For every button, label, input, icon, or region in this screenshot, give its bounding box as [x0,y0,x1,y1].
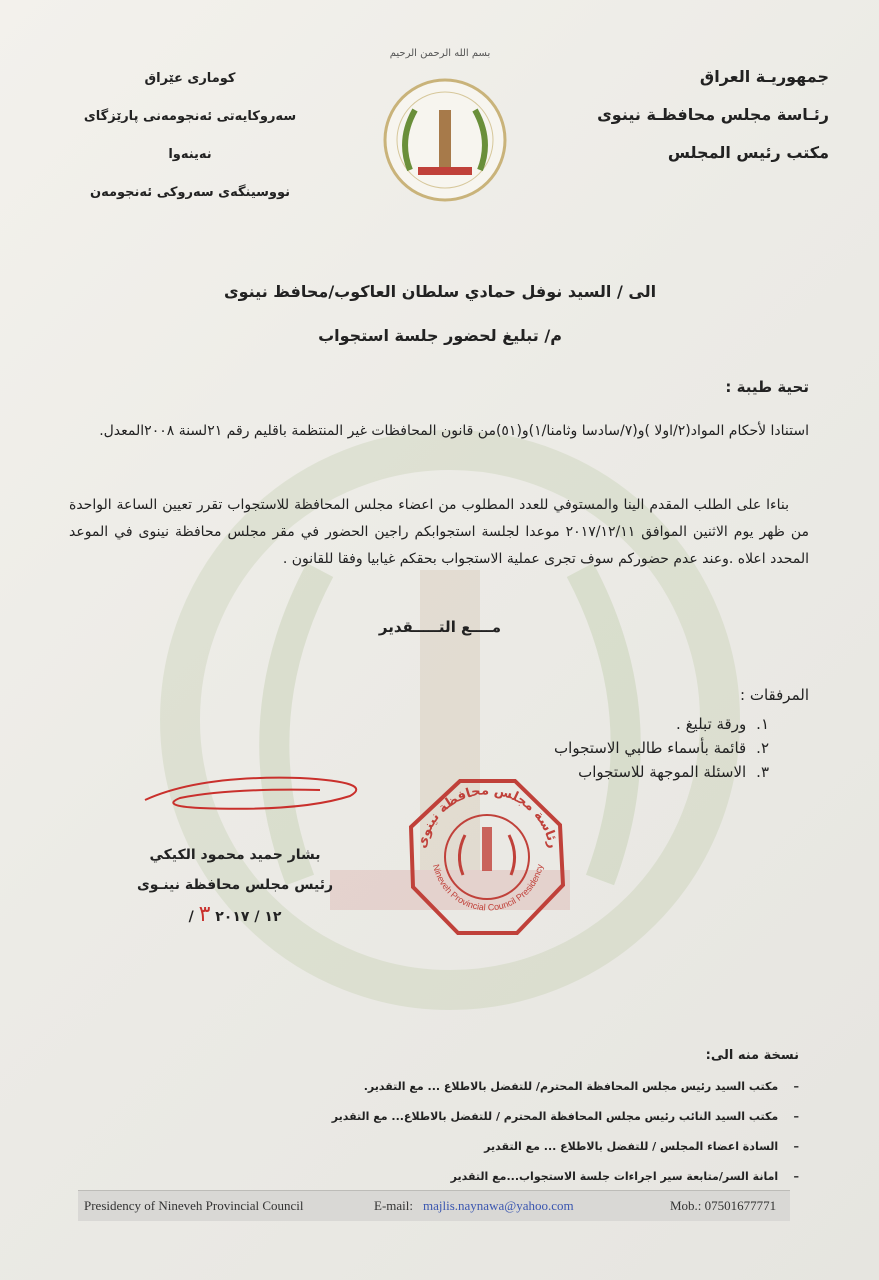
list-item-text: قائمة بأسماء طالبي الاستجواب [554,739,747,757]
list-item: – امانة السر/متابعة سير اجراءات جلسة الاستجواب...مع التقدير [450,1170,799,1183]
legal-basis-paragraph: استنادا لأحكام المواد(٢/اولا )و(٧/سادسا وثامنا/١)و(٥١)من قانون المحافظات غير المنتظمة باقليم رقم ٢١لسنة ٢٠٠٨المعدل. [99,423,809,439]
list-item: – السادة اعضاء المجلس / للتفضل بالاطلاع ... مع التقدير [484,1140,799,1153]
header-kurdish-council: سەروكایەتی ئەنجومەنی پارێزگای نەینەوا [83,109,297,162]
addressee: الى / السيد نوفل حمادي سلطان العاكوب/محافظ نينوى [223,282,657,301]
header-arabic [569,58,829,172]
list-item-number: ١. [756,715,769,733]
attachments-list [369,712,769,784]
stamp-english-text: Nineveh Provincial Council Presidency [430,863,545,913]
copy-recipient: مكتب السيد رئيس مجلس المحافظة المحترم/ للتفضل بالاطلاع ... مع التقدير. [363,1080,779,1093]
footer-org: Presidency of Nineveh Provincial Council [84,1198,304,1213]
footer-email-label: E-mail: [374,1198,413,1213]
header-office: مكتب رئيس المجلس [667,143,829,162]
list-item [369,736,769,760]
copy-recipient: امانة السر/متابعة سير اجراءات جلسة الاستجواب...مع التقدير [450,1170,779,1183]
official-stamp [405,775,570,940]
list-item-number: ٢. [756,739,769,757]
list-item-text: ورقة تبليغ . [676,715,747,733]
header-kurdish-office: نووسینگەی سەروكی ئەنجومەن [89,185,291,200]
greeting: تحية طيبة : [725,378,809,396]
footer-mobile: Mob.: 07501677771 [670,1198,777,1213]
council-emblem-icon [380,75,510,205]
header-country: جمهوريـة العراق [699,67,829,86]
signatory-title: رئيس مجلس محافظة نينـوى [136,877,334,893]
signature-date [120,900,350,932]
closing-regards: مــــع التـــــقدير [378,618,502,636]
list-item: – مكتب السيد النائب رئيس مجلس المحافظة المحترم / للتفضل بالاطلاع... مع التقدير [331,1110,799,1123]
subject-line: م/ تبليغ لحضور جلسة استجواب [318,326,562,345]
copy-recipient: السادة اعضاء المجلس / للتفضل بالاطلاع ... مع التقدير [484,1140,779,1153]
signatory-block [120,840,350,932]
basmala: بسم الله الرحمن الرحيم [389,48,491,59]
list-item [369,712,769,736]
list-item: – مكتب السيد رئيس مجلس المحافظة المحترم/ للتفضل بالاطلاع ... مع التقدير. [363,1080,799,1093]
copies-list [99,1072,799,1192]
header-council: رئـاسة مجلس محافظـة نينوى [597,105,829,124]
copy-recipient: مكتب السيد النائب رئيس مجلس المحافظة المحترم / للتفضل بالاطلاع... مع التقدير [331,1110,779,1123]
date-rest: / ١٢ / ٢٠١٧ [188,909,282,925]
copies-title: نسخة منه الى: [705,1048,799,1063]
date-day-handwritten: ٣ [198,902,211,927]
footer-bar [78,1190,790,1221]
list-item-number: ٣. [756,763,769,781]
summons-paragraph: بناءا على الطلب المقدم الينا والمستوفي للعدد المطلوب من اعضاء مجلس المحافظة للاستجواب تقرر تعيين الساعة الواحدة من ظهر يوم الاثنين الموافق ٢٠١٧/١٢/١١ موعدا لجلسة استجوابكم راجين الحضور في مقر مجلس محافظة نينوى في الموعد المحدد اعلاه .وعند عدم حضوركم سوف تجرى عملية الاستجواب بحقكم غيابيا وفقا للقانون . [69,497,810,567]
handwritten-signature [140,770,380,820]
attachments-title: المرفقات : [740,686,809,704]
footer-email[interactable]: majlis.naynawa@yahoo.com [423,1198,574,1213]
list-item-text: الاسئلة الموجهة للاستجواب [578,763,747,781]
header-kurdish-country: كوماری عێراق [144,71,236,86]
stamp-arabic-text: رئاسة مجلس محافظة نينوى [414,783,561,850]
header-kurdish [60,60,320,212]
signatory-name: بشار حميد محمود الكيكي [149,847,321,863]
